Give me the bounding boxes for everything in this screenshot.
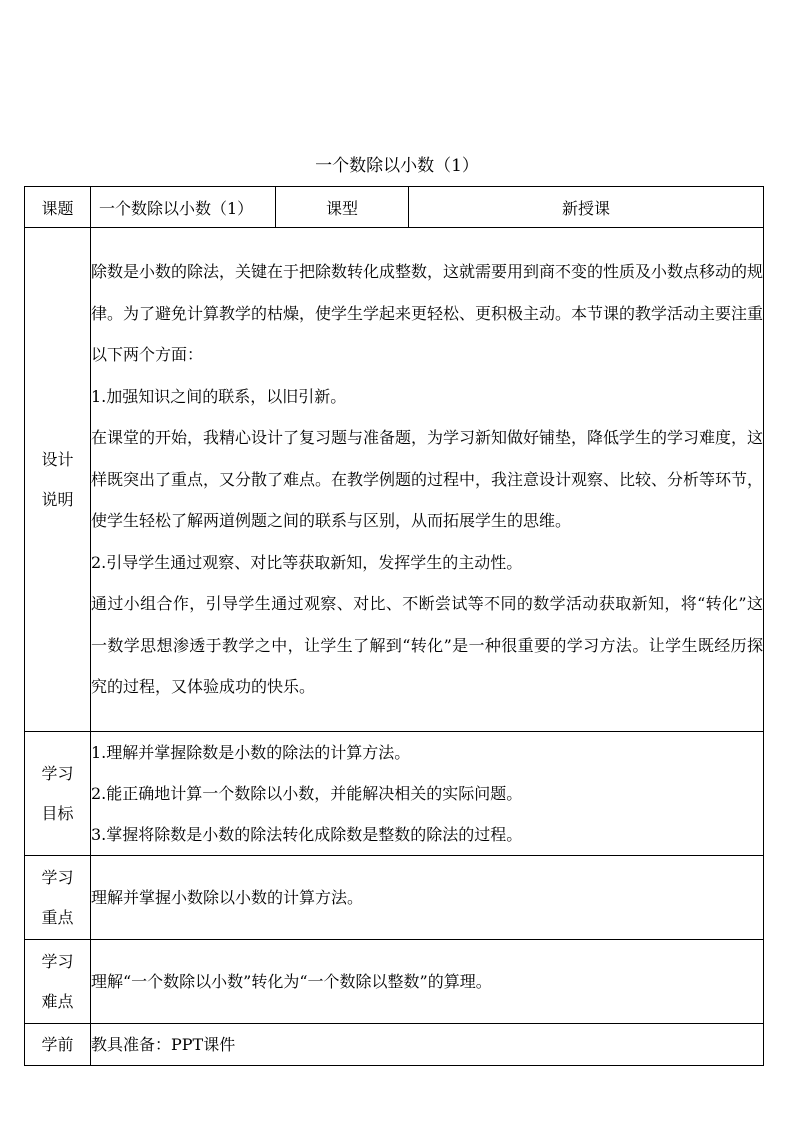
difficulties-label-line1: 学习 (41, 951, 74, 971)
design-paragraph: 1.加强知识之间的联系，以旧引新。 (91, 386, 347, 406)
key-points-label-line1: 学习 (41, 867, 74, 887)
design-label-line1: 设计 (41, 449, 74, 469)
goals-row (25, 732, 764, 856)
type-value: 新授课 (409, 187, 764, 228)
topic-value: 一个数除以小数（1） (91, 187, 276, 228)
preparation-content: 教具准备：PPT课件 (91, 1024, 764, 1066)
key-points-label-line2: 重点 (41, 907, 74, 927)
document-title: 一个数除以小数（1） (315, 156, 479, 176)
key-points-content: 理解并掌握小数除以小数的计算方法。 (91, 856, 764, 940)
design-paragraph: 在课堂的开始，我精心设计了复习题与准备题，为学习新知做好铺垫，降低学生的学习难度，这样既突出了重点，又分散了难点。在教学例题的过程中，我注意设计观察、比较、分析等环节，使学生轻松了解两道例题之间的联系与区别，从而拓展学生的思维。 (91, 428, 764, 531)
design-paragraph: 通过小组合作，引导学生通过观察、对比、不断尝试等不同的数学活动获取新知，将“转化”这一数学思想渗透于教学之中，让学生了解到“转化”是一种很重要的学习方法。让学生既经历探究的过程，又体验成功的快乐。 (91, 594, 763, 697)
goal-item: 3.掌握将除数是小数的除法转化成除数是整数的除法的过程。 (91, 825, 523, 844)
goals-label (25, 732, 91, 856)
design-content (91, 228, 764, 732)
goals-content (91, 732, 764, 856)
design-label (25, 228, 91, 732)
design-paragraph: 除数是小数的除法，关键在于把除数转化成整数，这就需要用到商不变的性质及小数点移动的规律。为了避免计算教学的枯燥，使学生学起来更轻松、更积极主动。本节课的教学活动主要注重以下两个方面： (91, 262, 764, 365)
type-label: 课型 (276, 187, 409, 228)
design-row (25, 228, 764, 732)
difficulties-label (25, 940, 91, 1024)
difficulties-content: 理解“一个数除以小数”转化为“一个数除以整数”的算理。 (91, 940, 764, 1024)
design-label-line2: 说明 (41, 489, 74, 509)
goal-item: 1.理解并掌握除数是小数的除法的计算方法。 (91, 743, 411, 762)
design-paragraph: 2.引导学生通过观察、对比等获取新知，发挥学生的主动性。 (91, 552, 523, 572)
goals-label-line2: 目标 (41, 803, 74, 823)
difficulties-row (25, 940, 764, 1024)
key-points-row (25, 856, 764, 940)
goals-label-line1: 学习 (41, 763, 74, 783)
topic-label: 课题 (25, 187, 91, 228)
preparation-label: 学前 (25, 1024, 91, 1066)
lesson-plan-table (24, 186, 764, 1066)
key-points-label (25, 856, 91, 940)
preparation-row (25, 1024, 764, 1066)
difficulties-label-line2: 难点 (41, 991, 74, 1011)
header-row (25, 187, 764, 228)
goal-item: 2.能正确地计算一个数除以小数，并能解决相关的实际问题。 (91, 784, 523, 803)
